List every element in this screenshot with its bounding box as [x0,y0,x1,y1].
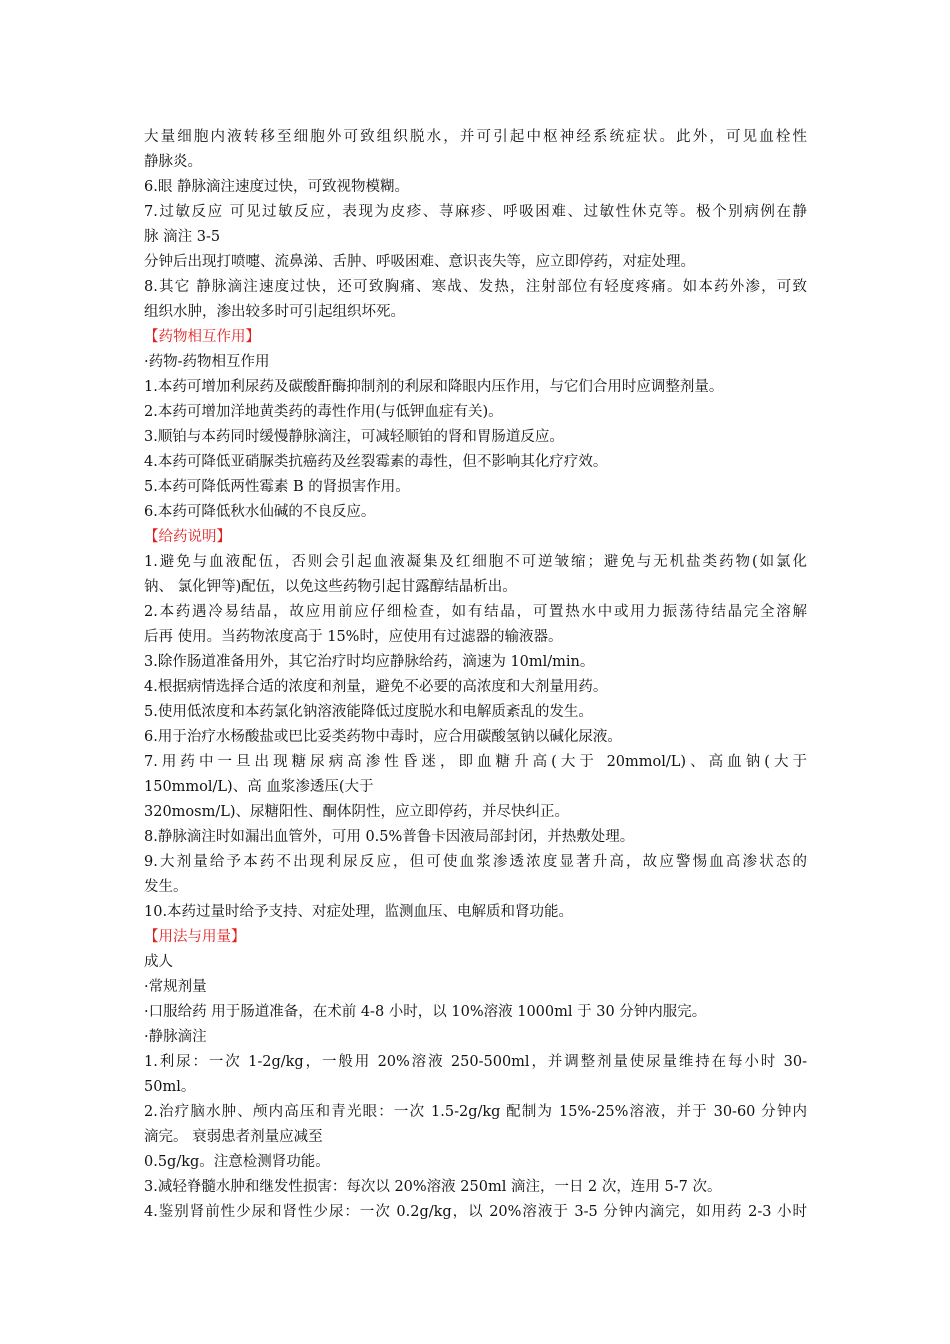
document-page [144,125,807,1225]
text-line: 3.减轻脊髓水肿和继发性损害：每次以 20%溶液 250ml 滴注，一日 2 次，连用 5-7 次。 [144,1179,722,1195]
text-line: 320mosm/L)、尿糖阳性、酮体阴性，应立即停药，并尽快纠正。 [144,804,570,820]
text-line: 7.过敏反应 可见过敏反应，表现为皮疹、荨麻疹、呼吸困难、过敏性休克等。极个别病例在静 [144,204,807,220]
text-line: 5.使用低浓度和本药氯化钠溶液能降低过度脱水和电解质紊乱的发生。 [144,704,593,720]
section-heading: 【用法与用量】 [144,929,246,945]
text-line: 4.根据病情选择合适的浓度和剂量，避免不必要的高浓度和大剂量用药。 [144,679,608,695]
text-line: 1.本药可增加利尿药及碳酸酐酶抑制剂的利尿和降眼内压作用，与它们合用时应调整剂量。 [144,379,724,395]
text-line: 3.顺铂与本药同时缓慢静脉滴注，可减轻顺铂的肾和胃肠道反应。 [144,429,564,445]
text-line: ·静脉滴注 [144,1029,207,1045]
text-line: 滴完。 衰弱患者剂量应减至 [144,1129,323,1145]
text-line: 4.鉴别肾前性少尿和肾性少尿：一次 0.2g/kg，以 20%溶液于 3-5 分钟内滴完，如用药 2-3 小时 [144,1204,807,1220]
text-line: 10.本药过量时给予支持、对症处理，监测血压、电解质和肾功能。 [144,904,574,920]
text-line: 静脉炎。 [144,154,202,170]
text-line: 50ml。 [144,1079,196,1095]
text-line: 大量细胞内液转移至细胞外可致组织脱水，并可引起中枢神经系统症状。此外，可见血栓性 [144,129,807,145]
text-line: 发生。 [144,879,188,895]
text-line: 1.避免与血液配伍，否则会引起血液凝集及红细胞不可逆皱缩；避免与无机盐类药物(如氯化 [144,554,807,570]
text-line: 6.本药可降低秋水仙碱的不良反应。 [144,504,376,520]
text-line: 2.治疗脑水肿、颅内高压和青光眼：一次 1.5-2g/kg 配制为 15%-25%溶液，并于 30-60 分钟内 [144,1104,807,1120]
text-line: 150mmol/L)、高 血浆渗透压(大于 [144,779,374,795]
text-line: 7.用药中一旦出现糖尿病高渗性昏迷，即血糖升高(大于 20mmol/L)、高血钠(大于 [144,754,807,770]
text-line: 2.本药遇冷易结晶，故应用前应仔细检查，如有结晶，可置热水中或用力振荡待结晶完全溶解 [144,604,807,620]
text-line: 成人 [144,954,173,970]
text-line: 6.眼 静脉滴注速度过快，可致视物模糊。 [144,179,409,195]
text-line: 9.大剂量给予本药不出现利尿反应，但可使血浆渗透浓度显著升高，故应警惕血高渗状态的 [144,854,807,870]
text-line: 3.除作肠道准备用外，其它治疗时均应静脉给药，滴速为 10ml/min。 [144,654,595,670]
text-line: ·药物-药物相互作用 [144,354,270,370]
text-line: 8.其它 静脉滴注速度过快，还可致胸痛、寒战、发热，注射部位有轻度疼痛。如本药外渗，可致 [144,279,807,295]
text-line: 8.静脉滴注时如漏出血管外，可用 0.5%普鲁卡因液局部封闭，并热敷处理。 [144,829,635,845]
text-line: 0.5g/kg。注意检测肾功能。 [144,1154,330,1170]
text-line: 4.本药可降低亚硝脲类抗癌药及丝裂霉素的毒性，但不影响其化疗疗效。 [144,454,608,470]
text-line: ·常规剂量 [144,979,207,995]
section-heading: 【药物相互作用】 [144,329,260,345]
section-heading: 【给药说明】 [144,529,231,545]
text-line: 组织水肿，渗出较多时可引起组织坏死。 [144,304,405,320]
text-line: 2.本药可增加洋地黄类药的毒性作用(与低钾血症有关)。 [144,404,503,420]
text-line: 6.用于治疗水杨酸盐或巴比妥类药物中毒时，应合用碳酸氢钠以碱化尿液。 [144,729,622,745]
text-line: ·口服给药 用于肠道准备，在术前 4-8 小时，以 10%溶液 1000ml 于 30 分钟内服完。 [144,1004,707,1020]
text-line: 1.利尿：一次 1-2g/kg，一般用 20%溶液 250-500ml，并调整剂量使尿量维持在每小时 30- [144,1054,807,1070]
text-line: 后再 使用。当药物浓度高于 15%时，应使用有过滤器的输液器。 [144,629,563,645]
text-line: 分钟后出现打喷嚏、流鼻涕、舌肿、呼吸困难、意识丧失等，应立即停药，对症处理。 [144,254,695,270]
text-line: 5.本药可降低两性霉素 B 的肾损害作用。 [144,479,410,495]
text-line: 钠、 氯化钾等)配伍，以免这些药物引起甘露醇结晶析出。 [144,579,517,595]
text-line: 脉 滴注 3-5 [144,229,221,245]
